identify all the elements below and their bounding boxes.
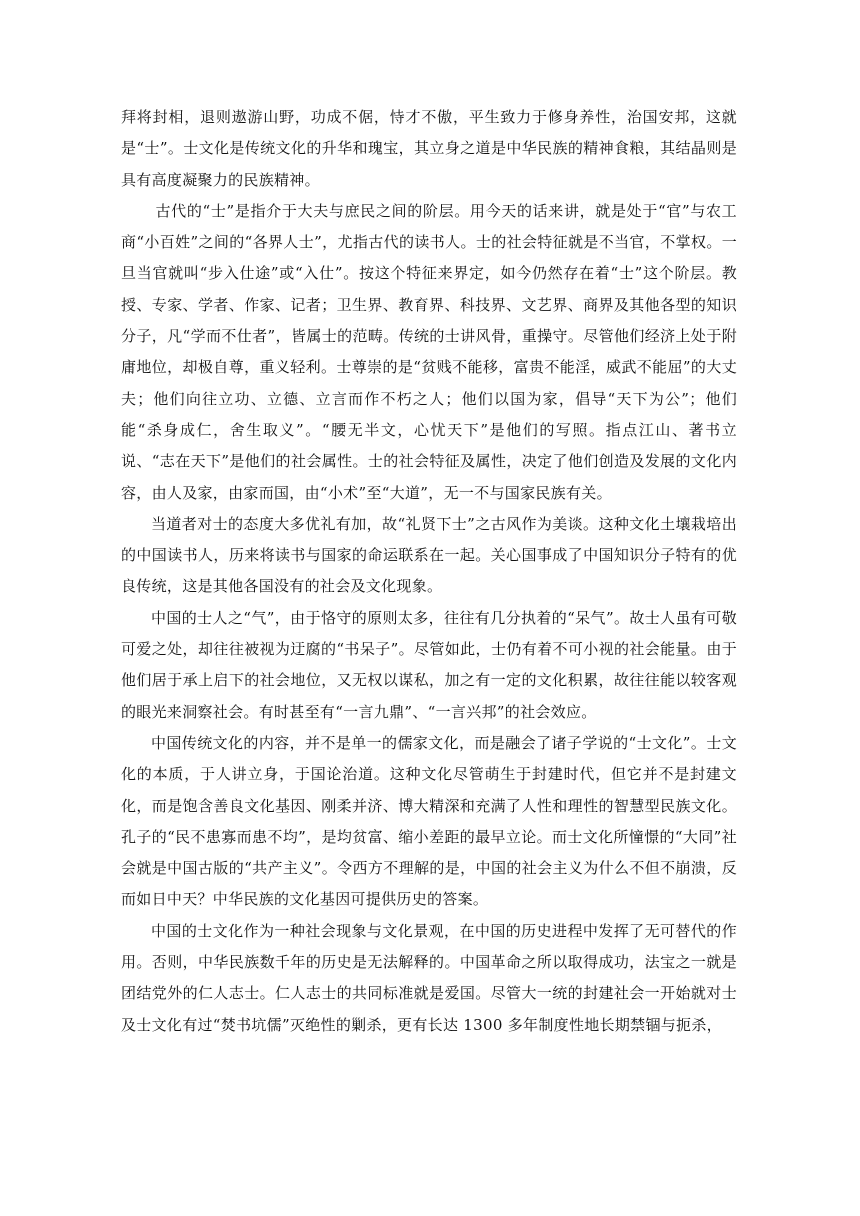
paragraph-1: 拜将封相，退则遨游山野，功成不倨，恃才不傲，平生致力于修身养性，治国安邦，这就是“士”。士文化是传统文化的升华和瑰宝，其立身之道是中华民族的精神食粮，其结晶则是具有高度凝聚力的民族精神。 [121, 108, 737, 189]
paragraph-3: 当道者对士的态度大多优礼有加，故“礼贤下士”之古风作为美谈。这种文化土壤栽培出的中国读书人，历来将读书与国家的命运联系在一起。关心国事成了中国知识分子特有的优良传统，这是其他各国没有的社会及文化现象。 [121, 514, 737, 596]
paragraph-4: 中国的士人之“气”，由于恪守的原则太多，往往有几分执着的“呆气”。故士人虽有可敬可爱之处，却往往被视为迂腐的“书呆子”。尽管如此，士仍有着不可小视的社会能量。由于他们居于承上启下的社会地位，又无权以谋私，加之有一定的文化积累，故往往能以较客观的眼光来洞察社会。有时甚至有“一言九鼎”、“一言兴邦”的社会效应。 [121, 608, 737, 721]
paragraph-6: 中国的士文化作为一种社会现象与文化景观，在中国的历史进程中发挥了无可替代的作用。否则，中华民族数千年的历史是无法解释的。中国革命之所以取得成功，法宝之一就是团结党外的仁人志士。仁人志士的共同标准就是爱国。尽管大一统的封建社会一开始就对士及士文化有过“焚书坑儒”灭绝性的剿杀，更有长达 1300 多年制度性地长期禁锢与扼杀， [121, 921, 737, 1034]
document-body [121, 102, 737, 1041]
paragraph-2: 古代的“士”是指介于大夫与庶民之间的阶层。用今天的话来讲，就是处于“官”与农工商“小百姓”之间的“各界人士”，尤指古代的读书人。士的社会特征就是不当官，不掌权。一旦当官就叫“步入仕途”或“入仕”。按这个特征来界定，如今仍然存在着“士”这个阶层。教授、专家、学者、作家、记者；卫生界、教育界、科技界、文艺界、商界及其他各型的知识分子，凡“学而不仕者”，皆属士的范畴。传统的士讲风骨，重操守。尽管他们经济上处于附庸地位，却极自尊，重义轻利。士尊崇的是“贫贱不能移，富贵不能淫，威武不能屈”的大丈夫；他们向往立功、立德、立言而作不朽之人；他们以国为家，倡导“天下为公”；他们能“杀身成仁，舍生取义”。“腰无半文，心忧天下”是他们的写照。指点江山、著书立说、“志在天下”是他们的社会属性。士的社会特征及属性，决定了他们创造及发展的文化内容，由人及家，由家而国，由“小术”至“大道”，无一不与国家民族有关。 [121, 201, 737, 502]
paragraph-5: 中国传统文化的内容，并不是单一的儒家文化，而是融会了诸子学说的“士文化”。士文化的本质，于人讲立身，于国论治道。这种文化尽管萌生于封建时代，但它并不是封建文化，而是饱含善良文化基因、刚柔并济、博大精深和充满了人性和理性的智慧型民族文化。孔子的“民不患寡而患不均”，是均贫富、缩小差距的最早立论。而士文化所憧憬的“大同”社会就是中国古版的“共产主义”。令西方不理解的是，中国的社会主义为什么不但不崩溃，反而如日中天？中华民族的文化基因可提供历史的答案。 [121, 733, 737, 909]
